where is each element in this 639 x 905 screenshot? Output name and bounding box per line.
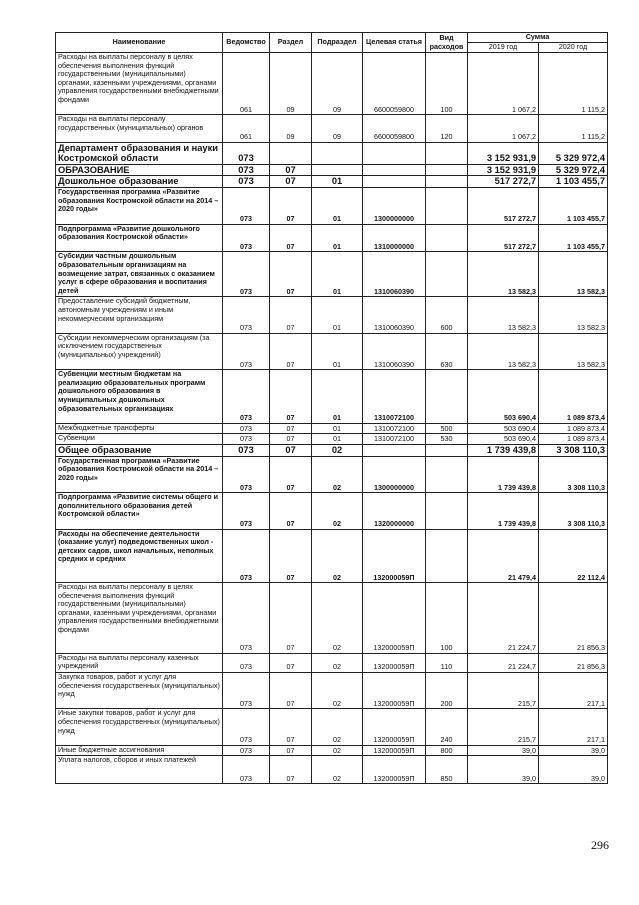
cell-sum-2020: 21 856,3 <box>539 653 608 672</box>
header-vid-rashodov: Вид расходов <box>426 33 468 53</box>
cell-vid-rashodov: 100 <box>426 53 468 115</box>
cell-sum-2019: 503 690,4 <box>468 423 539 434</box>
cell-celevaya-statya: 1310072100 <box>363 370 426 424</box>
cell-razdel: 09 <box>270 115 312 143</box>
cell-vedomstvo: 073 <box>223 493 270 529</box>
cell-vedomstvo: 073 <box>223 176 270 188</box>
cell-celevaya-statya: 132000059П <box>363 745 426 756</box>
cell-vid-rashodov: 630 <box>426 333 468 369</box>
table-row <box>56 188 608 224</box>
cell-sum-2019: 21 479,4 <box>468 529 539 583</box>
cell-sum-2020: 13 582,3 <box>539 333 608 369</box>
table-row <box>56 115 608 143</box>
header-year-2019: 2019 год <box>468 43 539 53</box>
cell-razdel: 07 <box>270 444 312 456</box>
cell-sum-2020: 39,0 <box>539 756 608 784</box>
cell-name: Субвенции <box>56 434 223 445</box>
cell-podrazdel: 01 <box>312 423 363 434</box>
cell-vid-rashodov: 850 <box>426 756 468 784</box>
cell-vedomstvo: 073 <box>223 529 270 583</box>
table-row <box>56 456 608 492</box>
cell-name: Субсидии некоммерческим организациям (за исключением государственных (муниципальных) учреждений) <box>56 333 223 369</box>
cell-vid-rashodov <box>426 142 468 164</box>
cell-podrazdel: 09 <box>312 53 363 115</box>
cell-vedomstvo: 073 <box>223 224 270 252</box>
cell-sum-2019: 13 582,3 <box>468 297 539 333</box>
cell-razdel: 07 <box>270 423 312 434</box>
cell-razdel: 07 <box>270 529 312 583</box>
table-row <box>56 142 608 164</box>
cell-sum-2019: 13 582,3 <box>468 333 539 369</box>
cell-name: Расходы на выплаты персоналу казенных учреждений <box>56 653 223 672</box>
cell-celevaya-statya: 1310060390 <box>363 252 426 297</box>
cell-celevaya-statya: 6600059800 <box>363 53 426 115</box>
cell-name: Расходы на выплаты персоналу в целях обеспечения выполнения функций государственными (муниципальными) органами, казенными учреждениями, органами управления государственными внебюджетными фондами <box>56 583 223 654</box>
cell-vedomstvo: 073 <box>223 423 270 434</box>
cell-razdel: 09 <box>270 53 312 115</box>
cell-name: Субсидии частным дошкольным образовательным организациям на возмещение затрат, связанных с оказанием услуг в сфере образования и воспитания детей <box>56 252 223 297</box>
table-row <box>56 252 608 297</box>
cell-vedomstvo: 061 <box>223 53 270 115</box>
table-row <box>56 164 608 176</box>
cell-name: Общее образование <box>56 444 223 456</box>
header-celevaya-statya: Целевая статья <box>363 33 426 53</box>
cell-vid-rashodov: 120 <box>426 115 468 143</box>
cell-celevaya-statya: 1310060390 <box>363 333 426 369</box>
cell-vid-rashodov: 200 <box>426 673 468 709</box>
table-row <box>56 176 608 188</box>
cell-sum-2020: 217,1 <box>539 709 608 745</box>
cell-sum-2020: 1 089 873,4 <box>539 370 608 424</box>
cell-celevaya-statya: 6600059800 <box>363 115 426 143</box>
cell-vedomstvo: 073 <box>223 434 270 445</box>
cell-sum-2019: 215,7 <box>468 673 539 709</box>
cell-podrazdel: 02 <box>312 529 363 583</box>
cell-sum-2020: 5 329 972,4 <box>539 142 608 164</box>
cell-podrazdel: 01 <box>312 176 363 188</box>
cell-sum-2020: 3 308 110,3 <box>539 444 608 456</box>
cell-sum-2020: 13 582,3 <box>539 297 608 333</box>
header-year-2020: 2020 год <box>539 43 608 53</box>
cell-celevaya-statya <box>363 142 426 164</box>
cell-sum-2019: 3 152 931,9 <box>468 142 539 164</box>
cell-sum-2020: 1 089 873,4 <box>539 423 608 434</box>
cell-celevaya-statya: 132000059П <box>363 583 426 654</box>
cell-podrazdel <box>312 164 363 176</box>
cell-name: Субвенции местным бюджетам на реализацию образовательных программ дошкольного образования в муниципальных дошкольных образовательных организациях <box>56 370 223 424</box>
cell-celevaya-statya: 132000059П <box>363 653 426 672</box>
cell-vid-rashodov <box>426 493 468 529</box>
cell-razdel: 07 <box>270 653 312 672</box>
cell-name: Иные бюджетные ассигнования <box>56 745 223 756</box>
cell-vid-rashodov <box>426 252 468 297</box>
cell-vid-rashodov <box>426 529 468 583</box>
cell-podrazdel: 09 <box>312 115 363 143</box>
cell-vid-rashodov <box>426 176 468 188</box>
cell-vedomstvo: 073 <box>223 164 270 176</box>
table-row <box>56 673 608 709</box>
cell-sum-2020: 1 115,2 <box>539 53 608 115</box>
cell-sum-2019: 517 272,7 <box>468 188 539 224</box>
cell-vid-rashodov <box>426 188 468 224</box>
cell-name: Подпрограмма «Развитие дошкольного образования Костромской области» <box>56 224 223 252</box>
cell-sum-2019: 215,7 <box>468 709 539 745</box>
cell-podrazdel: 01 <box>312 370 363 424</box>
cell-vid-rashodov <box>426 444 468 456</box>
table-row <box>56 53 608 115</box>
cell-sum-2020: 1 115,2 <box>539 115 608 143</box>
cell-razdel: 07 <box>270 297 312 333</box>
cell-vedomstvo: 073 <box>223 745 270 756</box>
cell-podrazdel: 02 <box>312 709 363 745</box>
cell-podrazdel: 01 <box>312 188 363 224</box>
cell-podrazdel: 02 <box>312 745 363 756</box>
cell-podrazdel: 01 <box>312 434 363 445</box>
cell-sum-2020: 5 329 972,4 <box>539 164 608 176</box>
cell-razdel: 07 <box>270 583 312 654</box>
cell-celevaya-statya: 1310060390 <box>363 297 426 333</box>
cell-sum-2019: 1 739 439,8 <box>468 444 539 456</box>
cell-name: Подпрограмма «Развитие системы общего и дополнительного образования детей Костромской области» <box>56 493 223 529</box>
cell-razdel: 07 <box>270 745 312 756</box>
table-row <box>56 423 608 434</box>
cell-vid-rashodov <box>426 224 468 252</box>
cell-razdel: 07 <box>270 673 312 709</box>
cell-sum-2019: 21 224,7 <box>468 583 539 654</box>
cell-razdel: 07 <box>270 434 312 445</box>
cell-name: ОБРАЗОВАНИЕ <box>56 164 223 176</box>
cell-sum-2020: 1 089 873,4 <box>539 434 608 445</box>
cell-podrazdel: 01 <box>312 297 363 333</box>
cell-razdel: 07 <box>270 709 312 745</box>
cell-razdel: 07 <box>270 252 312 297</box>
cell-razdel: 07 <box>270 164 312 176</box>
table-row <box>56 529 608 583</box>
cell-celevaya-statya <box>363 164 426 176</box>
cell-podrazdel: 01 <box>312 252 363 297</box>
cell-vedomstvo: 073 <box>223 252 270 297</box>
cell-vedomstvo: 073 <box>223 653 270 672</box>
cell-vedomstvo: 073 <box>223 673 270 709</box>
cell-sum-2019: 517 272,7 <box>468 224 539 252</box>
cell-name: Закупка товаров, работ и услуг для обеспечения государственных (муниципальных) нужд <box>56 673 223 709</box>
cell-sum-2020: 39,0 <box>539 745 608 756</box>
cell-sum-2019: 39,0 <box>468 745 539 756</box>
cell-celevaya-statya: 1310000000 <box>363 224 426 252</box>
cell-sum-2019: 3 152 931,9 <box>468 164 539 176</box>
table-row <box>56 756 608 784</box>
table-row <box>56 370 608 424</box>
header-summa: Сумма <box>468 33 608 43</box>
cell-razdel: 07 <box>270 176 312 188</box>
cell-vedomstvo: 073 <box>223 370 270 424</box>
table-row <box>56 493 608 529</box>
cell-vid-rashodov: 530 <box>426 434 468 445</box>
cell-vid-rashodov <box>426 164 468 176</box>
cell-name: Предоставление субсидий бюджетным, автономным учреждениям и иным некоммерческим организациям <box>56 297 223 333</box>
cell-name: Дошкольное образование <box>56 176 223 188</box>
cell-name: Межбюджетные трансферты <box>56 423 223 434</box>
cell-vid-rashodov: 240 <box>426 709 468 745</box>
cell-name: Иные закупки товаров, работ и услуг для обеспечения государственных (муниципальных) нужд <box>56 709 223 745</box>
cell-celevaya-statya: 1310072100 <box>363 423 426 434</box>
cell-name: Государственная программа «Развитие образования Костромской области на 2014 – 2020 годы» <box>56 456 223 492</box>
cell-sum-2019: 21 224,7 <box>468 653 539 672</box>
cell-podrazdel: 02 <box>312 653 363 672</box>
cell-name: Расходы на выплаты персоналу государственных (муниципальных) органов <box>56 115 223 143</box>
cell-celevaya-statya: 1310072100 <box>363 434 426 445</box>
header-vedomstvo: Ведомство <box>223 33 270 53</box>
cell-vid-rashodov <box>426 456 468 492</box>
cell-name: Государственная программа «Развитие образования Костромской области на 2014 – 2020 годы» <box>56 188 223 224</box>
cell-celevaya-statya: 132000059П <box>363 673 426 709</box>
cell-celevaya-statya: 132000059П <box>363 756 426 784</box>
cell-razdel <box>270 142 312 164</box>
cell-name: Расходы на выплаты персоналу в целях обеспечения выполнения функций государственными (муниципальными) органами, казенными учреждениями, органами управления государственными внебюджетными фондами <box>56 53 223 115</box>
cell-sum-2020: 21 856,3 <box>539 583 608 654</box>
cell-sum-2020: 217,1 <box>539 673 608 709</box>
cell-sum-2020: 22 112,4 <box>539 529 608 583</box>
cell-vedomstvo: 073 <box>223 333 270 369</box>
cell-celevaya-statya <box>363 444 426 456</box>
cell-vid-rashodov: 110 <box>426 653 468 672</box>
cell-sum-2019: 1 739 439,8 <box>468 456 539 492</box>
cell-podrazdel: 02 <box>312 583 363 654</box>
cell-vedomstvo: 073 <box>223 756 270 784</box>
cell-sum-2019: 1 739 439,8 <box>468 493 539 529</box>
cell-celevaya-statya: 1300000000 <box>363 456 426 492</box>
cell-vedomstvo: 073 <box>223 456 270 492</box>
cell-vedomstvo: 073 <box>223 444 270 456</box>
cell-sum-2020: 1 103 455,7 <box>539 224 608 252</box>
cell-podrazdel: 02 <box>312 456 363 492</box>
cell-sum-2020: 1 103 455,7 <box>539 188 608 224</box>
cell-sum-2019: 1 067,2 <box>468 115 539 143</box>
cell-sum-2019: 503 690,4 <box>468 370 539 424</box>
cell-podrazdel: 01 <box>312 224 363 252</box>
cell-vid-rashodov: 800 <box>426 745 468 756</box>
table-row <box>56 709 608 745</box>
table-row <box>56 444 608 456</box>
cell-razdel: 07 <box>270 493 312 529</box>
cell-vedomstvo: 073 <box>223 709 270 745</box>
cell-vedomstvo: 073 <box>223 188 270 224</box>
table-row <box>56 745 608 756</box>
cell-sum-2019: 517 272,7 <box>468 176 539 188</box>
header-name: Наименование <box>56 33 223 53</box>
table-body <box>56 53 608 784</box>
header-razdel: Раздел <box>270 33 312 53</box>
cell-vedomstvo: 073 <box>223 583 270 654</box>
cell-sum-2019: 503 690,4 <box>468 434 539 445</box>
cell-sum-2019: 1 067,2 <box>468 53 539 115</box>
table-row <box>56 583 608 654</box>
cell-vedomstvo: 073 <box>223 297 270 333</box>
cell-razdel: 07 <box>270 456 312 492</box>
cell-podrazdel: 02 <box>312 444 363 456</box>
cell-vid-rashodov: 500 <box>426 423 468 434</box>
table-row <box>56 224 608 252</box>
cell-podrazdel: 02 <box>312 493 363 529</box>
cell-vid-rashodov: 100 <box>426 583 468 654</box>
cell-celevaya-statya: 132000059П <box>363 529 426 583</box>
cell-razdel: 07 <box>270 224 312 252</box>
cell-podrazdel: 01 <box>312 333 363 369</box>
cell-celevaya-statya <box>363 176 426 188</box>
cell-vedomstvo: 073 <box>223 142 270 164</box>
cell-name: Уплата налогов, сборов и иных платежей <box>56 756 223 784</box>
cell-sum-2020: 3 308 110,3 <box>539 456 608 492</box>
cell-podrazdel <box>312 142 363 164</box>
cell-sum-2019: 39,0 <box>468 756 539 784</box>
page-number: 296 <box>591 838 609 852</box>
header-podrazdel: Подраздел <box>312 33 363 53</box>
cell-sum-2020: 1 103 455,7 <box>539 176 608 188</box>
cell-razdel: 07 <box>270 756 312 784</box>
cell-celevaya-statya: 1320000000 <box>363 493 426 529</box>
cell-vid-rashodov: 600 <box>426 297 468 333</box>
cell-vid-rashodov <box>426 370 468 424</box>
cell-razdel: 07 <box>270 188 312 224</box>
cell-vedomstvo: 061 <box>223 115 270 143</box>
cell-razdel: 07 <box>270 333 312 369</box>
cell-name: Департамент образования и науки Костромской области <box>56 142 223 164</box>
table-row <box>56 653 608 672</box>
table-row <box>56 333 608 369</box>
budget-table <box>55 32 608 784</box>
table-row <box>56 434 608 445</box>
cell-celevaya-statya: 1300000000 <box>363 188 426 224</box>
cell-podrazdel: 02 <box>312 673 363 709</box>
table-row <box>56 297 608 333</box>
cell-sum-2019: 13 582,3 <box>468 252 539 297</box>
cell-razdel: 07 <box>270 370 312 424</box>
cell-sum-2020: 3 308 110,3 <box>539 493 608 529</box>
cell-name: Расходы на обеспечение деятельности (оказание услуг) подведомственных школ - детских садов, школ начальных, неполных средних и средних <box>56 529 223 583</box>
cell-podrazdel: 02 <box>312 756 363 784</box>
cell-celevaya-statya: 132000059П <box>363 709 426 745</box>
cell-sum-2020: 13 582,3 <box>539 252 608 297</box>
